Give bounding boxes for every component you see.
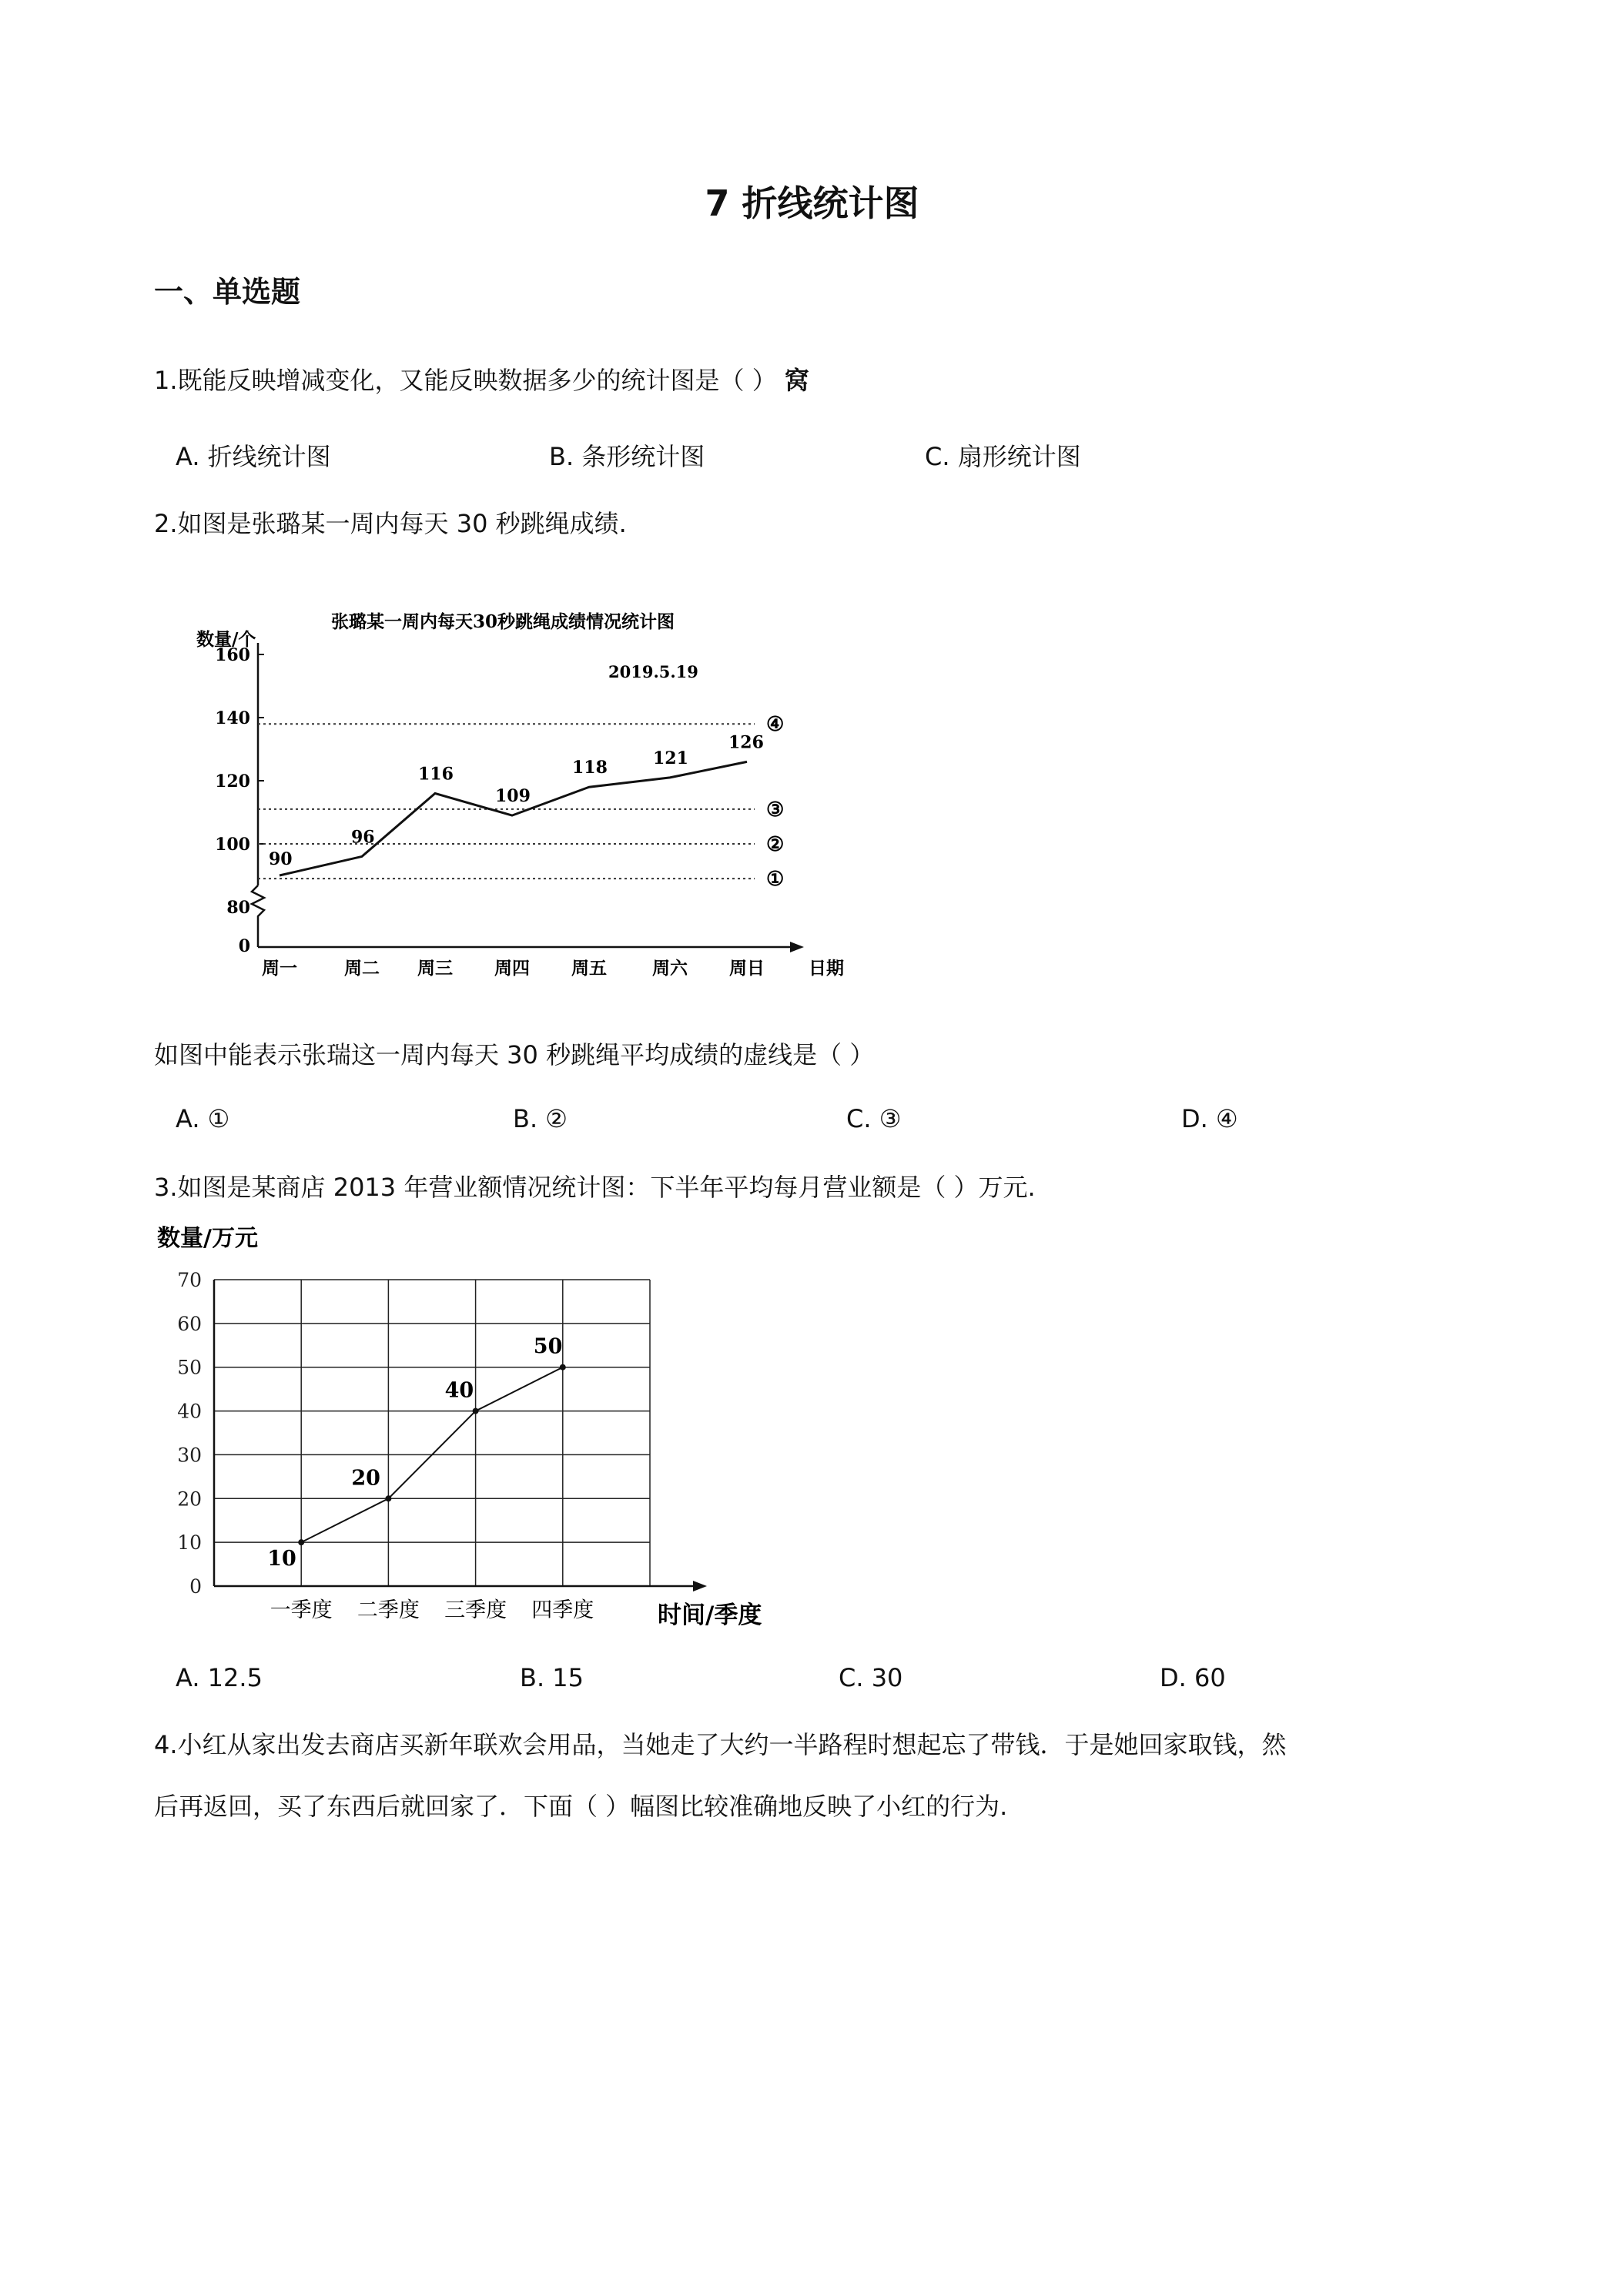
chart-1-axis-break (252, 885, 264, 947)
question-1 (154, 357, 809, 403)
chart-2-x-tick-label: 四季度 (531, 1598, 594, 1622)
question-2-intro: 2.如图是张璐某一周内每天 30 秒跳绳成绩. (154, 509, 627, 538)
chart-1-x-tick-label: 周四 (494, 958, 530, 979)
chart-1-x-tick-label: 周三 (417, 958, 453, 979)
chart-1-y-tick-label: 80 (226, 898, 250, 918)
chart-1-data-label: 116 (418, 764, 454, 785)
question-2-text: 如图中能表示张瑞这一周内每天 30 秒跳绳平均成绩的虚线是（ ） (154, 1040, 875, 1069)
chart-1-x-axis-label: 日期 (809, 958, 844, 979)
chart-1-y-tick-label: 140 (215, 708, 250, 728)
chart-2-x-tick-label: 二季度 (357, 1598, 420, 1622)
question-4-line-2: 后再返回，买了东西后就回家了．下面（ ）幅图比较准确地反映了小红的行为. (154, 1792, 1008, 1821)
chart-1-title: 张璐某一周内每天30秒跳绳成绩情况统计图 (331, 611, 675, 632)
chart-1-x-tick-label: 周一 (262, 958, 297, 979)
chart-1-data-label: 118 (572, 758, 608, 778)
q3-option-c[interactable]: C. 30 (839, 1663, 903, 1692)
chart-2-data-point (298, 1539, 304, 1545)
question-4-line-1: 4.小红从家出发去商店买新年联欢会用品，当她走了大约一半路程时想起忘了带钱．于是她回家取钱，然 (154, 1730, 1287, 1759)
q2-option-c[interactable]: C. ③ (846, 1104, 902, 1133)
jump-rope-chart (185, 593, 878, 993)
chart-2-y-axis-label: 数量/万元 (157, 1225, 258, 1252)
chart-2-y-tick-label: 70 (177, 1269, 202, 1291)
chart-2-data-point (385, 1495, 391, 1501)
question-1-stray-char: 窝 (784, 366, 809, 395)
chart-2-data-label: 10 (267, 1547, 296, 1571)
chart-1-reference-label: ③ (766, 798, 785, 822)
chart-2-data-label: 20 (351, 1466, 380, 1491)
page-title: 7 折线统计图 (705, 182, 919, 224)
chart-1-data-label: 121 (653, 748, 688, 768)
chart-1-x-tick-label: 周五 (571, 958, 607, 979)
chart-1-x-tick-label: 周六 (652, 958, 688, 979)
chart-2-x-tick-label: 三季度 (444, 1598, 507, 1622)
chart-1-data-label: 126 (728, 732, 764, 753)
q3-option-a[interactable]: A. 12.5 (176, 1663, 263, 1692)
q3-option-b[interactable]: B. 15 (520, 1663, 584, 1692)
chart-2-x-tick-label: 一季度 (270, 1598, 333, 1622)
chart-1-reference-label: ① (766, 868, 785, 892)
chart-1-x-tick-label: 周日 (729, 958, 765, 979)
chart-2-y-tick-label: 50 (177, 1356, 202, 1379)
chart-2-y-tick-label: 10 (177, 1531, 202, 1555)
chart-1-y-tick-label: 0 (238, 936, 250, 956)
sales-chart (151, 1218, 767, 1649)
chart-1-reference-label: ④ (766, 713, 785, 737)
chart-2-y-tick-label: 60 (177, 1312, 202, 1335)
question-1-text: 1.既能反映增减变化，又能反映数据多少的统计图是（ ） (154, 366, 777, 395)
chart-2-y-tick-label: 20 (177, 1488, 202, 1511)
chart-2-data-point (560, 1364, 566, 1371)
q3-option-d[interactable]: D. 60 (1160, 1663, 1226, 1692)
chart-2-y-tick-label: 30 (177, 1444, 202, 1467)
chart-1-reference-label: ② (766, 833, 785, 856)
q2-option-a[interactable]: A. ① (176, 1104, 230, 1133)
chart-2-x-axis-arrow (693, 1581, 707, 1591)
chart-1-y-axis-label: 数量/个 (196, 629, 256, 650)
chart-1-data-label: 109 (495, 786, 531, 807)
chart-1-date: 2019.5.19 (608, 662, 698, 681)
chart-2-x-axis-label: 时间/季度 (658, 1602, 762, 1629)
chart-1-data-label: 96 (351, 827, 375, 848)
chart-1-x-tick-label: 周二 (344, 958, 380, 979)
section-heading: 一、单选题 (154, 275, 301, 309)
question-3-text: 3.如图是某商店 2013 年营业额情况统计图：下半年平均每月营业额是（ ）万元. (154, 1173, 1036, 1202)
q1-option-b[interactable]: B. 条形统计图 (549, 442, 705, 471)
chart-1-y-tick-label: 120 (215, 771, 250, 792)
chart-2-data-point (473, 1408, 479, 1414)
q1-option-c[interactable]: C. 扇形统计图 (925, 442, 1081, 471)
chart-2-y-tick-label: 0 (189, 1575, 202, 1598)
chart-2-y-tick-label: 40 (177, 1400, 202, 1423)
q2-option-d[interactable]: D. ④ (1181, 1104, 1238, 1133)
q1-option-a[interactable]: A. 折线统计图 (176, 442, 331, 471)
chart-2-data-label: 50 (533, 1334, 563, 1359)
q2-option-b[interactable]: B. ② (513, 1104, 568, 1133)
chart-2-data-label: 40 (444, 1378, 474, 1403)
chart-1-data-label: 90 (269, 849, 293, 869)
chart-1-y-tick-label: 100 (215, 835, 250, 855)
chart-1-series-line (280, 761, 747, 875)
chart-1-x-axis-arrow (790, 942, 804, 952)
chart-1-y-tick-label: 160 (215, 645, 250, 665)
